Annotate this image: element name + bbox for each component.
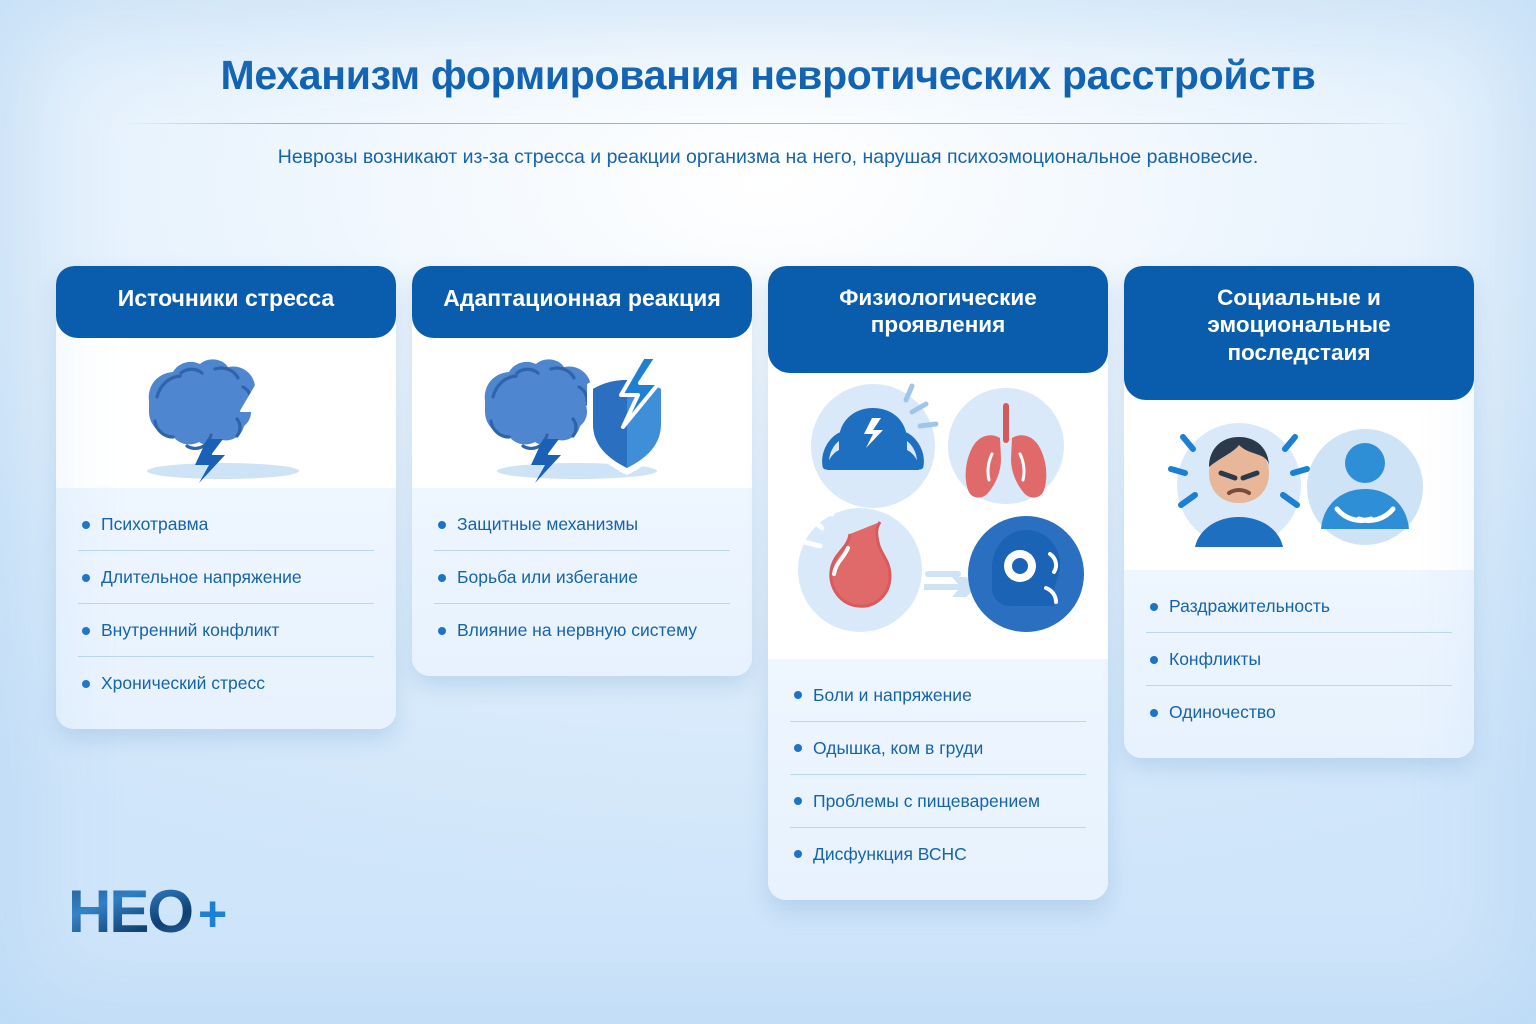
list-item <box>790 828 1086 880</box>
list-item-label: Влияние на нервную систему <box>457 620 698 641</box>
list-item <box>434 498 730 551</box>
header <box>0 52 1536 169</box>
list-item <box>434 551 730 604</box>
list-item <box>1146 580 1452 633</box>
list-item-label: Боли и напряжение <box>813 684 972 705</box>
logo <box>68 877 227 946</box>
logo-plus-icon: + <box>198 885 228 942</box>
bullet-icon <box>1150 603 1158 611</box>
card-body <box>768 373 1108 900</box>
card-physiological-manifestations <box>768 266 1108 900</box>
card-heading: Источники стресса <box>56 266 396 338</box>
bullet-icon <box>438 574 446 582</box>
card-header-wrap <box>412 266 752 338</box>
list-item <box>78 551 374 604</box>
bullet-icon <box>438 521 446 529</box>
list-item-label: Раздражительность <box>1169 596 1331 617</box>
title-divider <box>123 123 1413 124</box>
list-item <box>78 604 374 657</box>
card-item-list <box>768 659 1108 900</box>
list-item-label: Одиночество <box>1169 702 1276 723</box>
card-heading: Социальные и эмоциональные последстаия <box>1124 266 1474 400</box>
bullet-icon <box>1150 709 1158 717</box>
list-item-label: Конфликты <box>1169 649 1262 670</box>
card-heading: Адаптационная реакция <box>412 266 752 338</box>
bullet-icon <box>794 850 802 858</box>
list-item-label: Внутренний конфликт <box>101 620 280 641</box>
cards-row <box>56 266 1480 900</box>
bullet-icon <box>1150 656 1158 664</box>
card-heading: Физиологические проявления <box>768 266 1108 373</box>
bullet-icon <box>82 680 90 688</box>
card-item-list <box>412 488 752 676</box>
bullet-icon <box>82 574 90 582</box>
list-item-label: Одышка, ком в груди <box>813 737 984 758</box>
bullet-icon <box>82 521 90 529</box>
card-social-emotional-consequences <box>1124 266 1474 758</box>
bullet-icon <box>794 691 802 699</box>
card-adaptive-response <box>412 266 752 676</box>
brain-with-lightning-icon <box>56 338 396 488</box>
bullet-icon <box>438 627 446 635</box>
list-item <box>790 722 1086 775</box>
list-item-label: Длительное напряжение <box>101 567 302 588</box>
symptoms-grid-icon <box>768 373 1108 659</box>
bullet-icon <box>794 797 802 805</box>
list-item <box>1146 633 1452 686</box>
list-item <box>790 775 1086 828</box>
logo-text: HEO <box>68 878 193 945</box>
list-item <box>78 657 374 709</box>
list-item-label: Хронический стресс <box>101 673 265 694</box>
list-item <box>790 669 1086 722</box>
card-item-list <box>56 488 396 729</box>
card-body <box>412 338 752 676</box>
list-item-label: Борьба или избегание <box>457 567 638 588</box>
bullet-icon <box>82 627 90 635</box>
list-item-label: Проблемы с пищеварением <box>813 790 1040 811</box>
list-item-label: Психотравма <box>101 514 209 535</box>
list-item-label: Дисфункция ВСНС <box>813 843 967 864</box>
brain-with-shield-icon <box>412 338 752 488</box>
list-item <box>1146 686 1452 738</box>
list-item <box>434 604 730 656</box>
card-header-wrap <box>768 266 1108 373</box>
card-body <box>1124 400 1474 758</box>
page-title: Механизм формирования невротических расстройств <box>220 52 1316 98</box>
card-stress-sources <box>56 266 396 729</box>
angry-and-lonely-person-icon <box>1124 400 1474 570</box>
list-item <box>78 498 374 551</box>
page-subtitle: Неврозы возникают из-за стресса и реакции организма на него, нарушая психоэмоциональное равновесие. <box>277 146 1259 168</box>
bullet-icon <box>794 744 802 752</box>
card-header-wrap <box>56 266 396 338</box>
card-header-wrap <box>1124 266 1474 400</box>
card-body <box>56 338 396 729</box>
card-item-list <box>1124 570 1474 758</box>
list-item-label: Защитные механизмы <box>457 514 639 535</box>
